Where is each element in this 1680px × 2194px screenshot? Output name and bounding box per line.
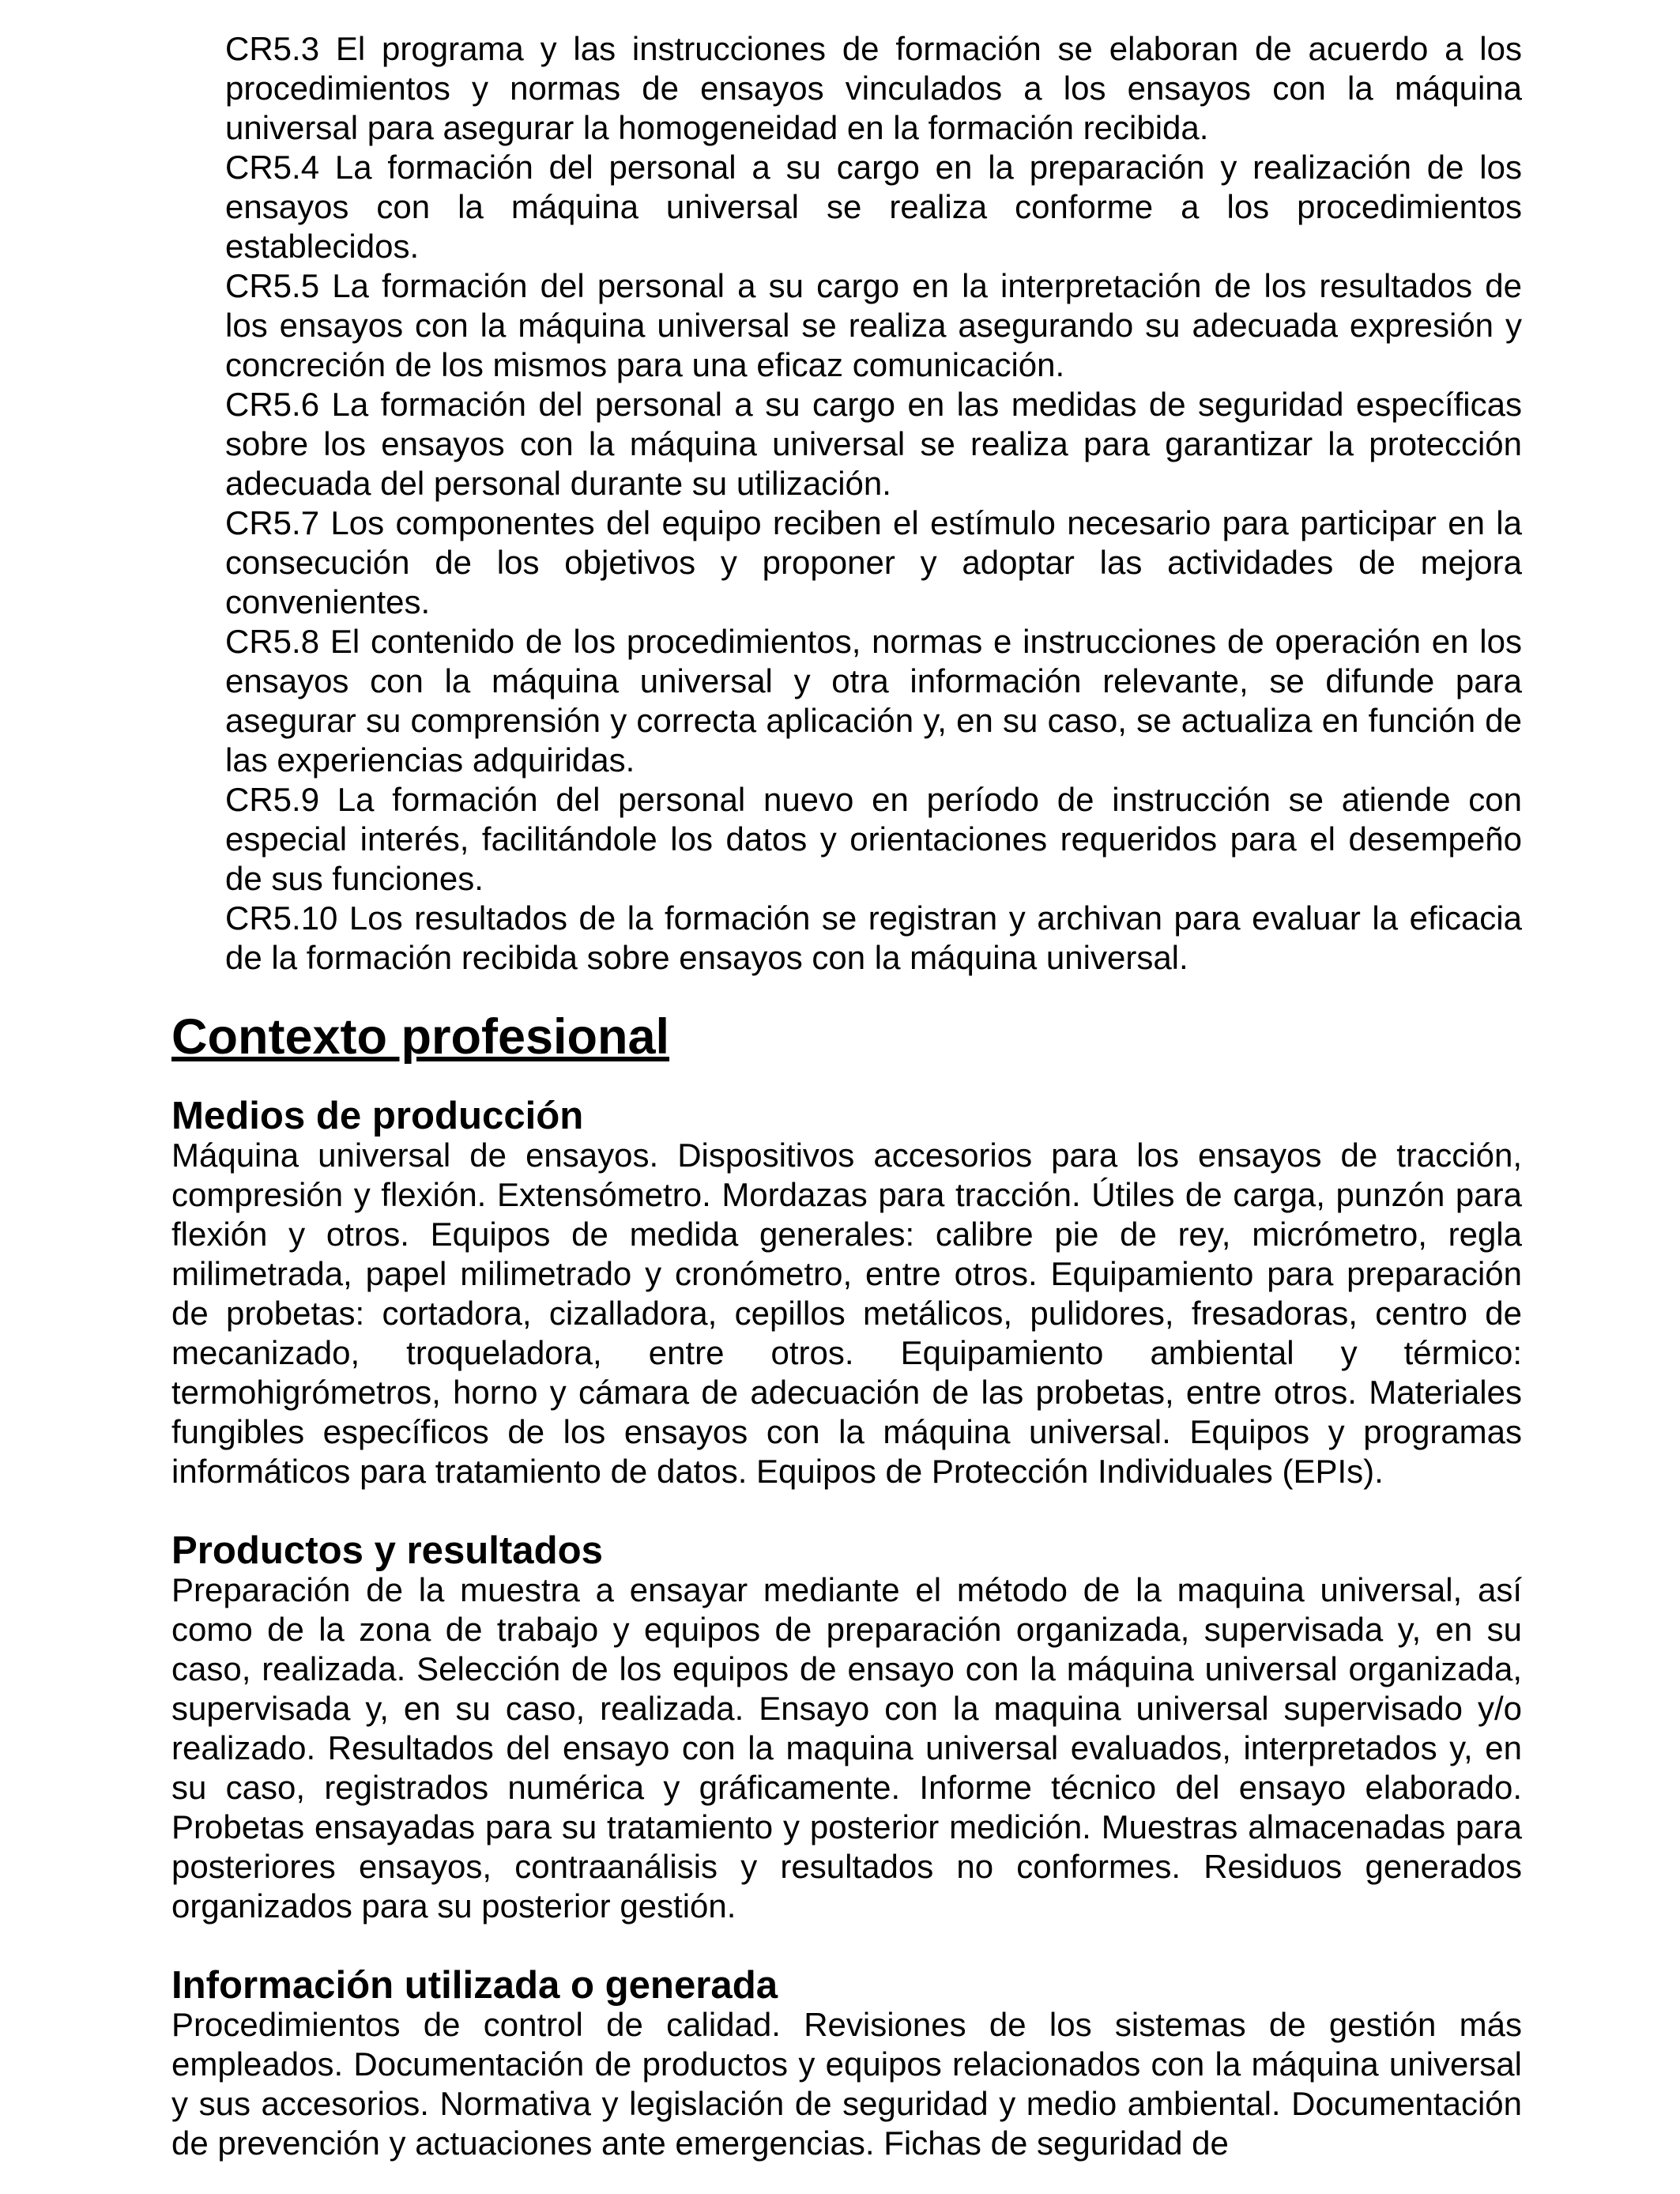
subsection-title-informacion: Información utilizada o generada (171, 1964, 778, 2007)
criterion-cr5-6: CR5.6 La formación del personal a su cargo en las medidas de seguridad específicas sobre los ensayos con la máquina universal se realiza para garantizar la protección adecuada del personal durante su utilización. (225, 386, 1522, 502)
subsection-title-productos: Productos y resultados (171, 1529, 603, 1572)
section-title-contexto: Contexto profesional (171, 1009, 670, 1065)
subsection-title-medios: Medios de producción (171, 1095, 584, 1137)
criterion-cr5-9: CR5.9 La formación del personal nuevo en período de instrucción se atiende con especial interés, facilitándole los datos y orientaciones requeridos para el desempeño de sus funciones. (225, 781, 1522, 897)
criterion-cr5-8: CR5.8 El contenido de los procedimientos, normas e instrucciones de operación en los ensayos con la máquina universal y otra información relevante, se difunde para asegurar su comprensión y correcta aplicación y, en su caso, se actualiza en función de las experiencias adquiridas. (225, 623, 1522, 778)
paragraph-productos: Preparación de la muestra a ensayar mediante el método de la maquina universal, así como de la zona de trabajo y equipos de preparación organizada, supervisada y, en su caso, realizada. Selección de los equipos de ensayo con la máquina universal organizada, supervisada y, en su caso, realizada. Ensayo con la maquina universal supervisado y/o realizado. Resultados del ensayo con la maquina universal evaluados, interpretados y, en su caso, registrados numérica y gráficamente. Informe técnico del ensayo elaborado. Probetas ensayadas para su tratamiento y posterior medición. Muestras almacenadas para posteriores ensayos, contraanálisis y resultados no conformes. Residuos generados organizados para su posterior gestión. (171, 1571, 1522, 1924)
criteria-list (225, 29, 1522, 978)
criterion-cr5-4: CR5.4 La formación del personal a su cargo en la preparación y realización de los ensayos con la máquina universal se realiza conforme a los procedimientos establecidos. (225, 149, 1522, 265)
criterion-cr5-5: CR5.5 La formación del personal a su cargo en la interpretación de los resultados de los ensayos con la máquina universal se realiza asegurando su adecuada expresión y concreción de los mismos para una eficaz comunicación. (225, 267, 1522, 383)
criterion-cr5-7: CR5.7 Los componentes del equipo reciben el estímulo necesario para participar en la consecución de los objetivos y proponer y adoptar las actividades de mejora convenientes. (225, 504, 1522, 620)
paragraph-medios: Máquina universal de ensayos. Dispositivos accesorios para los ensayos de tracción, compresión y flexión. Extensómetro. Mordazas para tracción. Útiles de carga, punzón para flexión y otros. Equipos de medida generales: calibre pie de rey, micrómetro, regla milimetrada, papel milimetrado y cronómetro, entre otros. Equipamiento para preparación de probetas: cortadora, cizalladora, cepillos metálicos, pulidores, fresadoras, centro de mecanizado, troqueladora, entre otros. Equipamiento ambiental y térmico: termohigrómetros, horno y cámara de adecuación de las probetas, entre otros. Materiales fungibles específicos de los ensayos con la máquina universal. Equipos y programas informáticos para tratamiento de datos. Equipos de Protección Individuales (EPIs). (171, 1137, 1522, 1490)
criterion-cr5-3: CR5.3 El programa y las instrucciones de formación se elaboran de acuerdo a los procedimientos y normas de ensayos vinculados a los ensayos con la máquina universal para asegurar la homogeneidad en la formación recibida. (225, 30, 1522, 146)
document-content (171, 29, 1522, 2163)
paragraph-informacion: Procedimientos de control de calidad. Revisiones de los sistemas de gestión más empleados. Documentación de productos y equipos relacionados con la máquina universal y sus accesorios. Normativa y legislación de seguridad y medio ambiental. Documentación de prevención y actuaciones ante emergencias. Fichas de seguridad de (171, 2006, 1522, 2162)
criterion-cr5-10: CR5.10 Los resultados de la formación se registran y archivan para evaluar la eficacia de la formación recibida sobre ensayos con la máquina universal. (225, 899, 1522, 976)
